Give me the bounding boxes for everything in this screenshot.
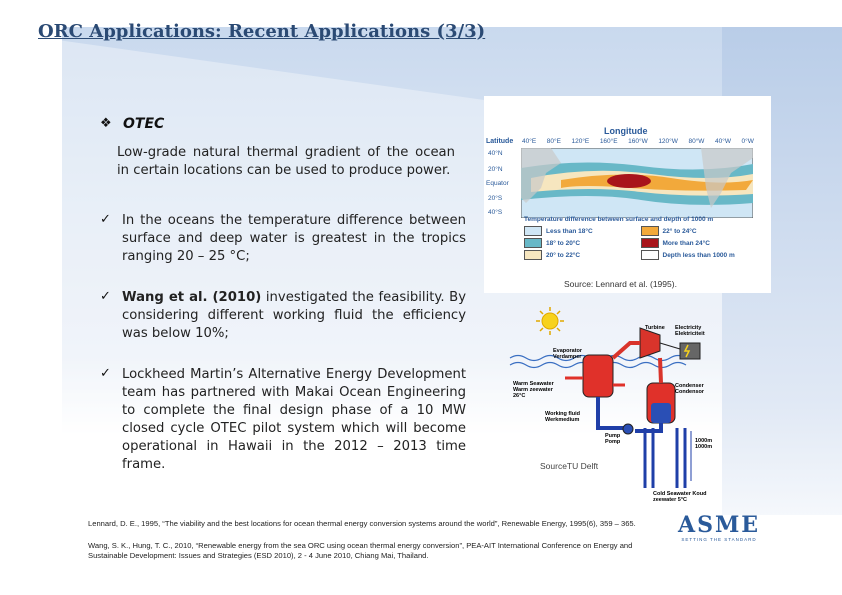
lon-tick: 160°E — [599, 138, 618, 145]
legend-label: Less than 18°C — [546, 227, 593, 235]
legend-item — [524, 238, 633, 248]
otec-cycle-diagram — [505, 303, 725, 513]
lon-tick: 160°W — [628, 138, 648, 145]
legend-title: Temperature difference between surface and depth of 1000 m — [524, 216, 714, 223]
legend-item — [641, 238, 750, 248]
legend-swatch — [524, 250, 542, 260]
slide-title: ORC Applications: Recent Applications (3/3) — [38, 21, 486, 42]
pump-label: Pump Pomp — [605, 433, 621, 445]
map-legend — [524, 226, 749, 260]
legend-label: 20° to 22°C — [546, 251, 581, 259]
asme-logo — [678, 513, 760, 553]
map-longitude-title: Longitude — [604, 126, 648, 136]
check-icon: ✓ — [100, 366, 111, 381]
lon-tick: 120°W — [658, 138, 678, 145]
legend-item — [524, 226, 633, 236]
lon-tick: 80°W — [688, 138, 705, 145]
logo-tagline: SETTING THE STANDARD — [681, 537, 757, 542]
condenser-label: Condenser Condensor — [675, 383, 705, 395]
otec-temperature-map — [484, 96, 771, 293]
map-graphic — [521, 148, 753, 218]
map-latitude-label: Latitude — [486, 138, 514, 145]
legend-label: More than 24°C — [662, 239, 710, 247]
legend-label: Depth less than 1000 m — [662, 251, 735, 259]
bullet-wang-et-al: Wang et al. (2010) investigated the feasibility. By considering different working fluid the efficiency was below 10%; — [122, 290, 466, 341]
electricity-label: Electricity Elektriciteit — [675, 325, 705, 337]
reference-lennard: Lennard, D. E., 1995, “The viability and the best locations for ocean thermal energy conversion systems around the world”, Renewable Energy, 1995(6), 359 – 365. — [88, 519, 636, 528]
legend-swatch — [641, 226, 659, 236]
otec-description: Low-grade natural thermal gradient of the ocean in certain locations can be used to produce power. — [117, 145, 455, 178]
diagram-source: SourceTU Delft — [540, 461, 599, 471]
legend-swatch — [641, 238, 659, 248]
bullet-lockheed-martin: Lockheed Martin’s Alternative Energy Development team has partnered with Makai Ocean Engineering to complete the final design phase of a 10 MW closed cycle OTEC pilot system which will become operational in Hawaii in the 2012 – 2013 time frame. — [122, 367, 466, 472]
legend-label: 18° to 20°C — [546, 239, 581, 247]
warm-seawater-label: Warm Seawater Warm zeewater 26°C — [513, 381, 554, 399]
turbine-label: Turbine — [645, 325, 665, 331]
check-icon: ✓ — [100, 289, 111, 304]
lat-tick: 20°S — [488, 195, 503, 202]
lon-tick: 40°W — [715, 138, 731, 145]
lon-tick: 40°E — [522, 138, 537, 145]
depth-label: 1000m 1000m — [695, 438, 713, 450]
cold-seawater-label: Cold Seawater Koud zeewater 5°C — [653, 491, 707, 503]
reference-wang: Wang, S. K., Hung, T. C., 2010, “Renewable energy from the sea ORC using ocean thermal energy conversion”, PEA-AIT International Conference on Energy and Sustainable Development: Issues and Strategies (ESD 2010), 2 - 4 June 2010, Chiang Mai, Thailand. — [88, 541, 633, 560]
lat-tick: 40°S — [488, 209, 503, 216]
lon-tick: 120°E — [571, 138, 590, 145]
bullet-temperature-difference: In the oceans the temperature difference between surface and deep water is greatest in the tropics ranging 20 – 25 °C; — [122, 213, 466, 264]
legend-item — [641, 250, 750, 260]
lon-tick: 80°E — [546, 138, 561, 145]
logo-text: ASME — [678, 512, 761, 538]
otec-heading: OTEC — [123, 116, 165, 132]
lat-tick: 40°N — [488, 150, 503, 157]
map-source: Source: Lennard et al. (1995). — [564, 279, 677, 289]
lat-tick: 20°N — [488, 166, 503, 173]
evaporator-label: Evaporator Verdamper — [553, 348, 583, 360]
legend-swatch — [524, 238, 542, 248]
working-fluid-label: Working fluid Werkmedium — [545, 411, 581, 423]
check-icon: ✓ — [100, 212, 111, 227]
legend-item — [524, 250, 633, 260]
lat-tick: Equator — [486, 180, 509, 187]
lon-tick: 0°W — [741, 138, 754, 145]
legend-swatch — [641, 250, 659, 260]
diamond-bullet-icon: ❖ — [100, 116, 112, 131]
legend-item — [641, 226, 750, 236]
legend-swatch — [524, 226, 542, 236]
legend-label: 22° to 24°C — [662, 227, 697, 235]
map-longitude-ticks — [522, 138, 754, 146]
